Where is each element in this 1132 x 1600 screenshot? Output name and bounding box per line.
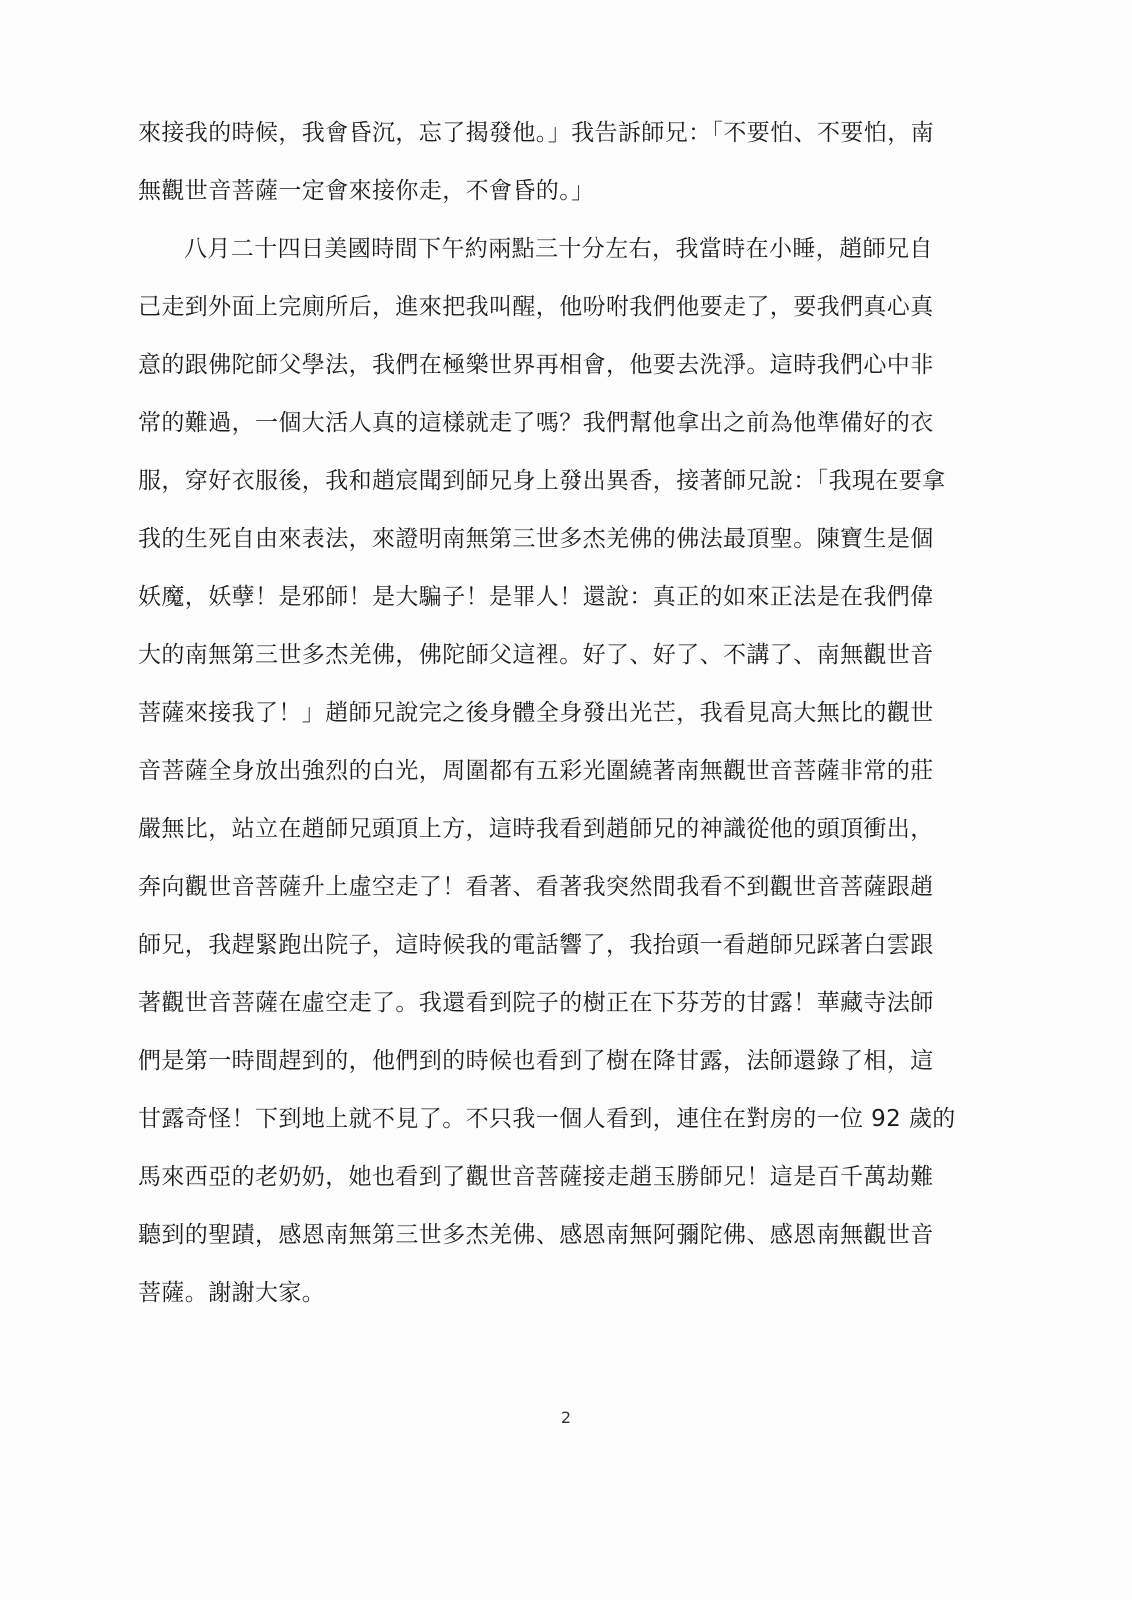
text-line: 常的難過，一個大活人真的這樣就走了嗎？我們幫他拿出之前為他準備好的衣 xyxy=(138,410,934,436)
text-line: 己走到外面上完廁所后，進來把我叫醒，他吩咐我們他要走了，要我們真心真 xyxy=(138,294,934,320)
text-line: 們是第一時間趕到的，他們到的時候也看到了樹在降甘露，法師還錄了相，這 xyxy=(138,1048,934,1074)
text-line: 菩薩來接我了！」趙師兄說完之後身體全身發出光芒，我看見高大無比的觀世 xyxy=(138,700,934,726)
text-line: 妖魔，妖孽！是邪師！是大騙子！是罪人！還說：真正的如來正法是在我們偉 xyxy=(138,584,934,610)
text-line: 服，穿好衣服後，我和趙宸聞到師兄身上發出異香，接著師兄說：「我現在要拿 xyxy=(138,468,946,494)
text-line: 著觀世音菩薩在虛空走了。我還看到院子的樹正在下芬芳的甘露！華藏寺法師 xyxy=(138,990,934,1016)
text-line: 菩薩。謝謝大家。 xyxy=(138,1280,326,1306)
text-line: 師兄，我趕緊跑出院子，這時候我的電話響了，我抬頭一看趙師兄踩著白雲跟 xyxy=(138,932,934,958)
text-line: 大的南無第三世多杰羌佛，佛陀師父這裡。好了、好了、不講了、南無觀世音 xyxy=(138,642,934,668)
text-line: 奔向觀世音菩薩升上虛空走了！看著、看著我突然間我看不到觀世音菩薩跟趙 xyxy=(138,874,934,900)
text-line: 意的跟佛陀師父學法，我們在極樂世界再相會，他要去洗淨。這時我們心中非 xyxy=(138,352,934,378)
page-number: 2 xyxy=(560,1408,572,1427)
text-line: 馬來西亞的老奶奶，她也看到了觀世音菩薩接走趙玉勝師兄！這是百千萬劫難 xyxy=(138,1164,934,1190)
text-line: 聽到的聖蹟，感恩南無第三世多杰羌佛、感恩南無阿彌陀佛、感恩南無觀世音 xyxy=(138,1222,934,1248)
text-line: 音菩薩全身放出強烈的白光，周圍都有五彩光圍繞著南無觀世音菩薩非常的莊 xyxy=(138,758,934,784)
text-line: 嚴無比，站立在趙師兄頭頂上方，這時我看到趙師兄的神識從他的頭頂衝出， xyxy=(138,816,934,842)
body-text xyxy=(138,104,998,1322)
text-line: 八月二十四日美國時間下午約兩點三十分左右，我當時在小睡，趙師兄自 xyxy=(184,236,933,262)
text-line: 甘露奇怪！下到地上就不見了。不只我一個人看到，連住在對房的一位 92 歲的 xyxy=(138,1106,956,1132)
text-line: 無觀世音菩薩一定會來接你走，不會昏的。」 xyxy=(138,178,595,204)
text-line: 我的生死自由來表法，來證明南無第三世多杰羌佛的佛法最頂聖。陳寶生是個 xyxy=(138,526,934,552)
text-line: 來接我的時候，我會昏沉，忘了揭發他。」我告訴師兄：「不要怕、不要怕，南 xyxy=(138,120,934,146)
